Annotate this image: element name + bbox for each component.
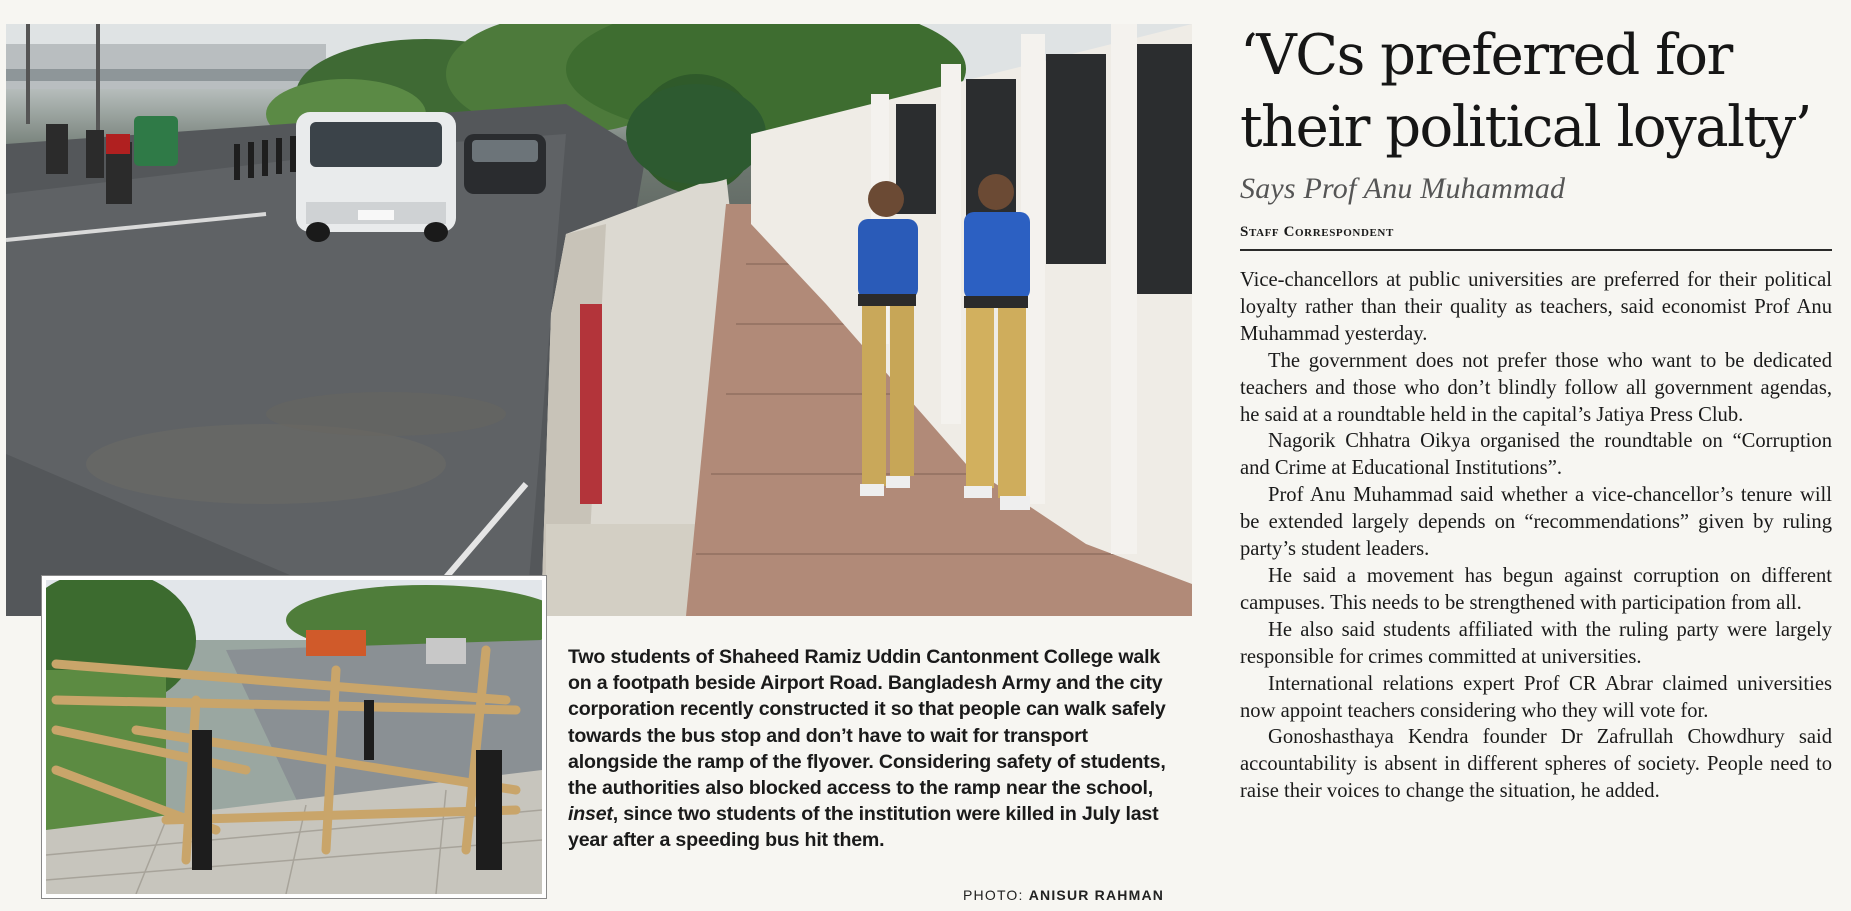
byline-divider [1240, 249, 1832, 251]
main-photo-illustration [6, 24, 1192, 616]
headline-line-1: ‘VCs preferred for [1240, 23, 1732, 88]
inset-photo-illustration [46, 580, 542, 894]
photo-credit [963, 887, 1164, 903]
caption-part1: Two students of Shaheed Ramiz Uddin Cantonment College walk on a footpath beside Airport Road. Bangladesh Army and the city corporation recently constructed it so that people can walk safely towards the bus stop and don’t have to wait for transport alongside the ramp of the flyover. Considering safety of students, the authorities also blocked access to the ramp near the school, [568, 646, 1166, 800]
main-photo [6, 24, 1192, 616]
paragraph: The government does not prefer those who want to be dedicated teachers and those who don’t blindly follow all government agendas, he said at a roundtable held in the capital’s Jatiya Press Club. [1240, 349, 1832, 426]
photo-credit-name: ANISUR RAHMAN [1028, 887, 1165, 903]
caption-part2: , since two students of the institution were killed in July last year after a speeding bus hit them. [568, 803, 1159, 852]
paragraph: Prof Anu Muhammad said whether a vice-chancellor’s tenure will be extended largely depends on “recommendations” given by ruling party’s student leaders. [1240, 484, 1832, 561]
headline [1240, 20, 1840, 164]
article-body [1240, 267, 1832, 805]
paragraph: He said a movement has begun against corruption on different campuses. This needs to be strengthened with participation from all. [1240, 564, 1832, 614]
caption-inset-word: inset [568, 803, 613, 826]
paragraph: Vice-chancellors at public universities are preferred for their political loyalty rather than their quality as teachers, said economist Prof Anu Muhammad yesterday. [1240, 269, 1832, 345]
byline: Staff Correspondent [1240, 224, 1394, 240]
headline-line-2: their political loyalty’ [1240, 95, 1811, 160]
paragraph: Nagorik Chhatra Oikya organised the roundtable on “Corruption and Crime at Educational Institutions”. [1240, 430, 1832, 480]
paragraph: International relations expert Prof CR Abrar claimed universities now appoint teachers considering who they will vote for. [1240, 672, 1832, 722]
photo-credit-label: PHOTO: [963, 887, 1024, 903]
subhead: Says Prof Anu Muhammad [1240, 172, 1566, 205]
inset-photo [42, 576, 546, 898]
paragraph: Gonoshasthaya Kendra founder Dr Zafrullah Chowdhury said accountability is absent in different spheres of society. People need to raise their voices to change the situation, he added. [1240, 726, 1832, 803]
photo-caption [568, 644, 1180, 854]
paragraph: He also said students affiliated with the ruling party were largely responsible for crimes committed at universities. [1240, 618, 1832, 668]
